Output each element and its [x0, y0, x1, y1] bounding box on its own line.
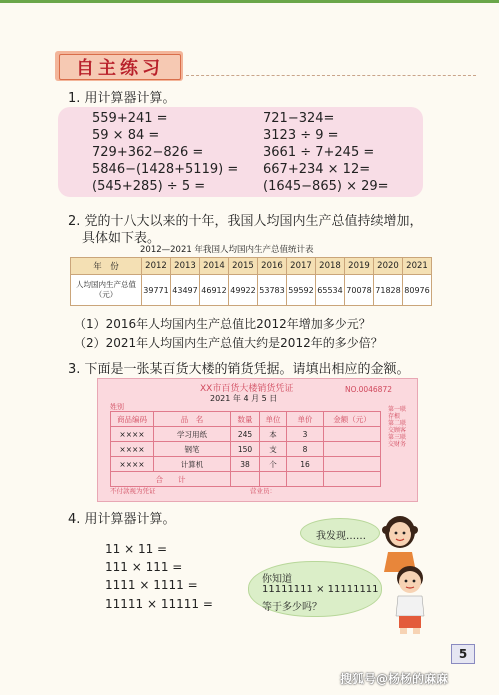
- voucher-cell: ××××: [111, 457, 154, 472]
- gdp-year: 2015: [229, 258, 258, 275]
- gdp-value: 65534: [316, 275, 345, 306]
- watermark: 搜狐号@杨杨的麻麻: [340, 672, 449, 686]
- equation-2: 111 × 111 =: [105, 560, 183, 574]
- gdp-year: 2014: [200, 258, 229, 275]
- speech-bubble-1-text: 我发现……: [316, 531, 366, 542]
- gdp-year: 2020: [374, 258, 403, 275]
- voucher-customer-label: 姓别: [110, 403, 124, 411]
- gdp-year: 2013: [171, 258, 200, 275]
- voucher-col-header: 数量: [231, 412, 260, 427]
- voucher-cell: 计算机: [154, 457, 231, 472]
- voucher-cell: 钢笔: [154, 442, 231, 457]
- calc-right-1: 721−324=: [263, 111, 335, 126]
- top-border: [0, 0, 499, 3]
- gdp-row-label: 人均国内生产总值（元）: [71, 275, 142, 306]
- gdp-value: 43497: [171, 275, 200, 306]
- voucher-amount-cell[interactable]: [324, 442, 381, 457]
- voucher-title: XX市百货大楼销货凭证: [200, 384, 294, 394]
- voucher-col-header: 单价: [287, 412, 324, 427]
- voucher-date: 2021 年 4 月 5 日: [210, 394, 278, 403]
- voucher-cell: 38: [231, 457, 260, 472]
- gdp-header-label: 年 份: [71, 258, 142, 275]
- voucher-table: [110, 411, 381, 487]
- gdp-year: 2016: [258, 258, 287, 275]
- gdp-value: 53783: [258, 275, 287, 306]
- voucher-total-amount[interactable]: [324, 472, 381, 487]
- gdp-value: 39771: [142, 275, 171, 306]
- voucher-cell: 本: [260, 427, 287, 442]
- voucher-cell: 学习用纸: [154, 427, 231, 442]
- voucher-cell: 3: [287, 427, 324, 442]
- gdp-value: 49922: [229, 275, 258, 306]
- gdp-value: 71828: [374, 275, 403, 306]
- voucher-cell: 个: [260, 457, 287, 472]
- voucher-cell: 16: [287, 457, 324, 472]
- equation-3: 1111 × 1111 =: [105, 578, 198, 592]
- calc-left-1: 559+241 =: [92, 111, 168, 126]
- question-2-sub-1: （1）2016年人均国内生产总值比2012年增加多少元？: [74, 317, 371, 331]
- gdp-value: 80976: [403, 275, 432, 306]
- voucher-row: [111, 457, 381, 472]
- calc-right-4: 667+234 × 12=: [263, 162, 371, 177]
- voucher-footer-left: 不付款视为凭证: [110, 487, 156, 495]
- voucher-total-row: [111, 472, 381, 487]
- voucher-col-header: 商品编码: [111, 412, 154, 427]
- gdp-table: [70, 257, 432, 306]
- section-title: 自主练习: [76, 58, 164, 79]
- voucher-cell: ××××: [111, 442, 154, 457]
- voucher-number: NO.0046872: [345, 385, 392, 394]
- question-4-title: 4. 用计算器计算。: [68, 512, 176, 527]
- calc-left-3: 729+362−826 =: [92, 145, 204, 160]
- equation-1: 11 × 11 =: [105, 542, 168, 556]
- voucher-amount-cell[interactable]: [324, 427, 381, 442]
- voucher-cell: [231, 472, 260, 487]
- gdp-year: 2021: [403, 258, 432, 275]
- question-2-sub-2: （2）2021年人均国内生产总值大约是2012年的多少倍？: [74, 336, 383, 350]
- voucher-footer-right: 营业员：: [250, 487, 276, 495]
- speech-bubble-2-line3: 等于多少吗？: [262, 602, 322, 613]
- speech-bubble-2-line1: 你知道: [262, 574, 292, 585]
- calc-right-5: (1645−865) × 29=: [263, 179, 389, 194]
- question-2-title-line2: 具体如下表。: [82, 231, 161, 246]
- voucher-cell: 150: [231, 442, 260, 457]
- question-1-title: 1. 用计算器计算。: [68, 91, 176, 106]
- header-divider: [186, 75, 476, 76]
- speech-bubble-2-line2: 11111111 × 11111111: [262, 584, 379, 595]
- calc-right-3: 3661 ÷ 7+245 =: [263, 145, 375, 160]
- gdp-value: 46912: [200, 275, 229, 306]
- voucher-header-row: [111, 412, 381, 427]
- voucher-cell: 8: [287, 442, 324, 457]
- voucher-cell: 支: [260, 442, 287, 457]
- voucher-col-header: 品 名: [154, 412, 231, 427]
- question-2-title-line1: 2. 党的十八大以来的十年，我国人均国内生产总值持续增加，: [68, 214, 423, 229]
- gdp-table-title: 2012—2021 年我国人均国内生产总值统计表: [140, 245, 314, 255]
- voucher-cell: 245: [231, 427, 260, 442]
- page-number: 5: [451, 644, 475, 664]
- gdp-table-data-row: [71, 275, 432, 306]
- equation-4: 11111 × 11111 =: [105, 597, 213, 611]
- voucher-total-label: 合 计: [111, 472, 231, 487]
- gdp-value: 70078: [345, 275, 374, 306]
- voucher-row: [111, 442, 381, 457]
- voucher-amount-cell[interactable]: [324, 457, 381, 472]
- voucher-cell: [287, 472, 324, 487]
- voucher-row: [111, 427, 381, 442]
- voucher-col-header: 金额（元）: [324, 412, 381, 427]
- section-header: [59, 54, 181, 80]
- voucher-cell: ××××: [111, 427, 154, 442]
- gdp-year: 2019: [345, 258, 374, 275]
- calc-left-2: 59 × 84 =: [92, 128, 160, 143]
- gdp-value: 59592: [287, 275, 316, 306]
- voucher-cell: [260, 472, 287, 487]
- boy-character-icon: [388, 560, 432, 636]
- gdp-year: 2012: [142, 258, 171, 275]
- voucher-col-header: 单位: [260, 412, 287, 427]
- calc-left-4: 5846−(1428+5119) =: [92, 162, 239, 177]
- gdp-year: 2018: [316, 258, 345, 275]
- voucher-side-note: 第一联存根 第二联交顾客 第三联交财务: [388, 406, 407, 448]
- gdp-year: 2017: [287, 258, 316, 275]
- calc-left-5: (545+285) ÷ 5 =: [92, 179, 206, 194]
- calc-right-2: 3123 ÷ 9 =: [263, 128, 339, 143]
- gdp-table-header-row: [71, 258, 432, 275]
- question-3-title: 3. 下面是一张某百货大楼的销货凭据。请填出相应的金额。: [68, 362, 410, 377]
